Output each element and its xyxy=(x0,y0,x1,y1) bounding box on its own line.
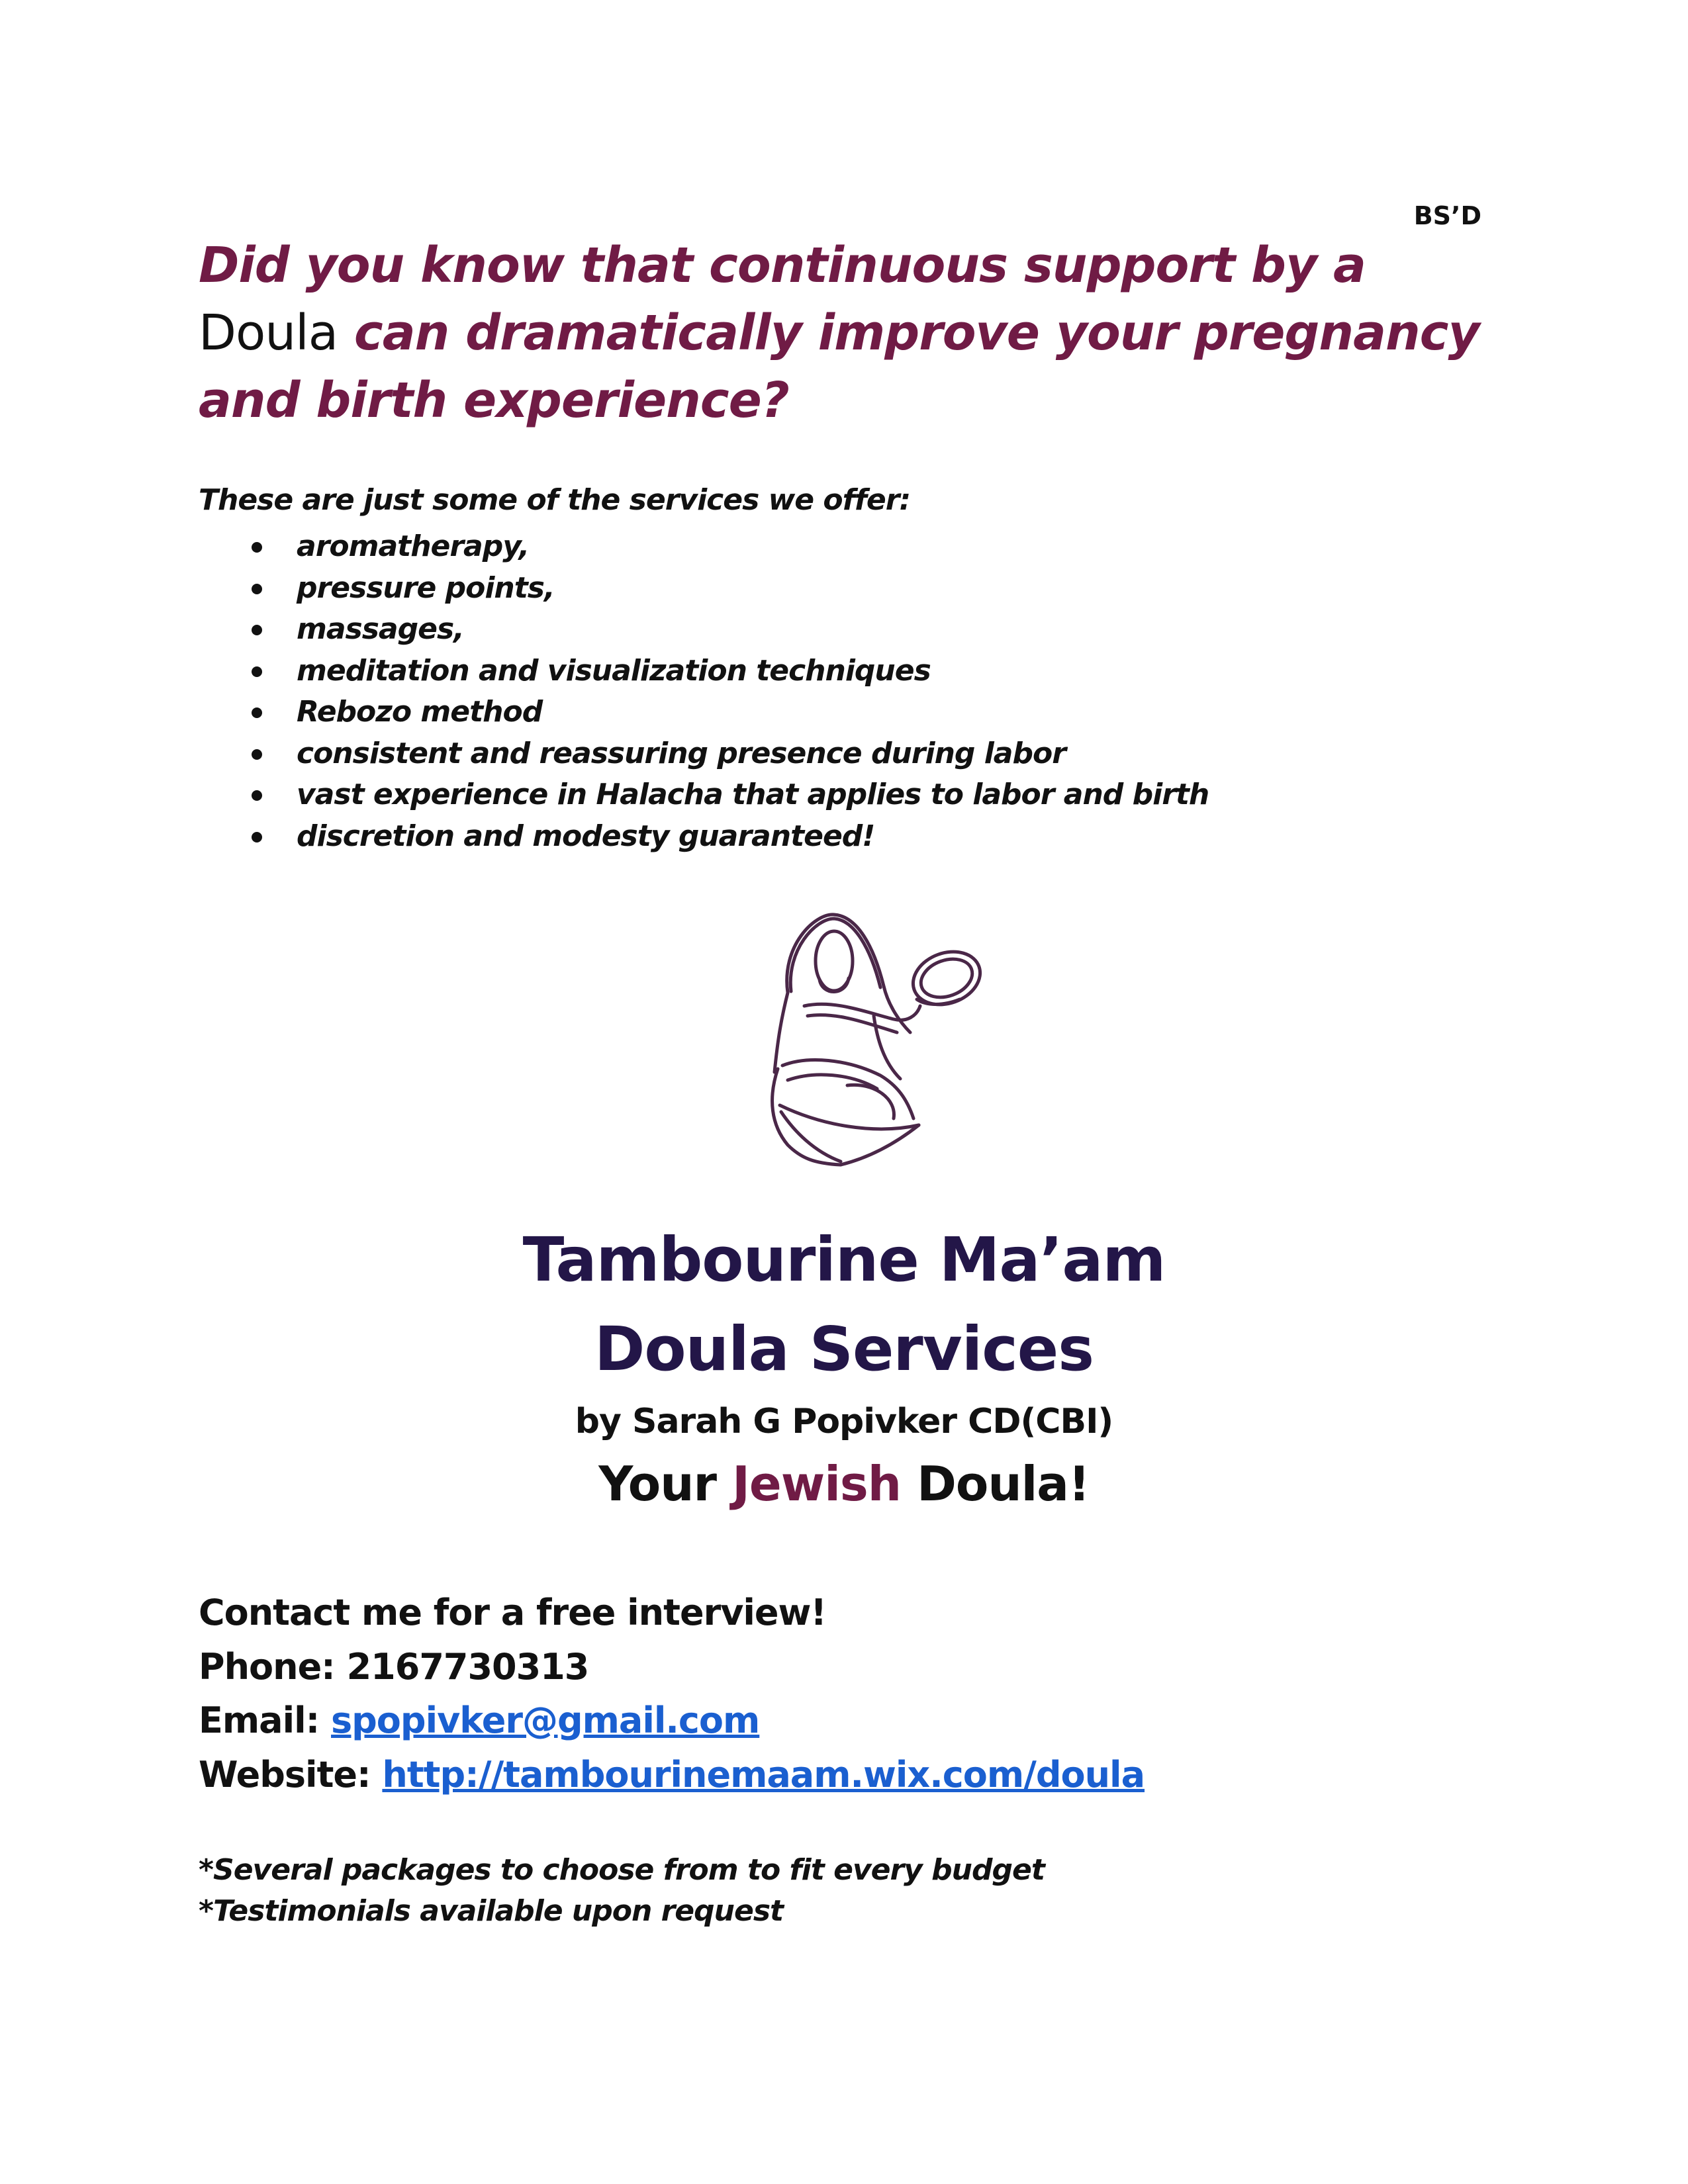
bullet-icon xyxy=(252,542,262,553)
headline-part-2: can dramatically improve your pregnancy and birth experience? xyxy=(199,304,1479,429)
bullet-icon xyxy=(252,666,262,677)
tagline xyxy=(0,1456,1688,1512)
contact-email xyxy=(199,1700,759,1741)
services-intro: These are just some of the services we offer: xyxy=(199,483,911,517)
bullet-icon xyxy=(252,749,262,760)
tagline-post: Doula! xyxy=(901,1456,1090,1512)
headline-part-1: Did you know that continuous support by a xyxy=(199,237,1366,294)
list-item xyxy=(199,692,1209,733)
list-item-text: meditation and visualization techniques xyxy=(297,653,931,688)
list-item xyxy=(199,651,1209,692)
list-item-text: massages, xyxy=(297,612,464,646)
website-label: Website: xyxy=(199,1754,383,1796)
tagline-pre: Your xyxy=(598,1456,733,1512)
list-item-text: consistent and reassuring presence during labor xyxy=(297,736,1066,770)
bullet-icon xyxy=(252,625,262,635)
tagline-highlight: Jewish xyxy=(732,1456,902,1512)
phone-label: Phone: xyxy=(199,1646,347,1688)
byline: by Sarah G Popivker CD(CBI) xyxy=(575,1402,1113,1441)
headline-doula-word: Doula xyxy=(199,304,338,361)
brand-name: Tambourine Ma’am xyxy=(522,1224,1166,1295)
list-item xyxy=(199,816,1209,858)
list-item-text: aromatherapy, xyxy=(297,529,530,563)
list-item xyxy=(199,733,1209,775)
brand-subtitle: Doula Services xyxy=(594,1314,1094,1385)
services-list xyxy=(199,526,1209,857)
list-item-text: discretion and modesty guaranteed! xyxy=(297,819,875,853)
website-link[interactable]: http://tambourinemaam.wix.com/doula xyxy=(382,1754,1145,1796)
tambourine-woman-logo-icon xyxy=(741,907,993,1171)
note-packages: *Several packages to choose from to fit every budget xyxy=(199,1853,1045,1887)
list-item xyxy=(199,568,1209,610)
headline xyxy=(199,232,1496,434)
bsd-mark: BS’D xyxy=(1413,201,1481,230)
bullet-icon xyxy=(252,584,262,594)
contact-website xyxy=(199,1754,1145,1796)
bullet-icon xyxy=(252,790,262,801)
list-item-text: pressure points, xyxy=(297,570,555,605)
bullet-icon xyxy=(252,707,262,718)
list-item xyxy=(199,774,1209,816)
email-link[interactable]: spopivker@gmail.com xyxy=(331,1700,760,1741)
contact-cta: Contact me for a free interview! xyxy=(199,1592,827,1633)
list-item xyxy=(199,526,1209,568)
note-testimonials: *Testimonials available upon request xyxy=(199,1894,784,1928)
list-item-text: vast experience in Halacha that applies to labor and birth xyxy=(297,778,1209,811)
list-item-text: Rebozo method xyxy=(297,695,543,729)
contact-phone xyxy=(199,1646,588,1688)
phone-number: 2167730313 xyxy=(346,1646,589,1688)
email-label: Email: xyxy=(199,1700,332,1741)
bullet-icon xyxy=(252,832,262,842)
list-item xyxy=(199,609,1209,651)
